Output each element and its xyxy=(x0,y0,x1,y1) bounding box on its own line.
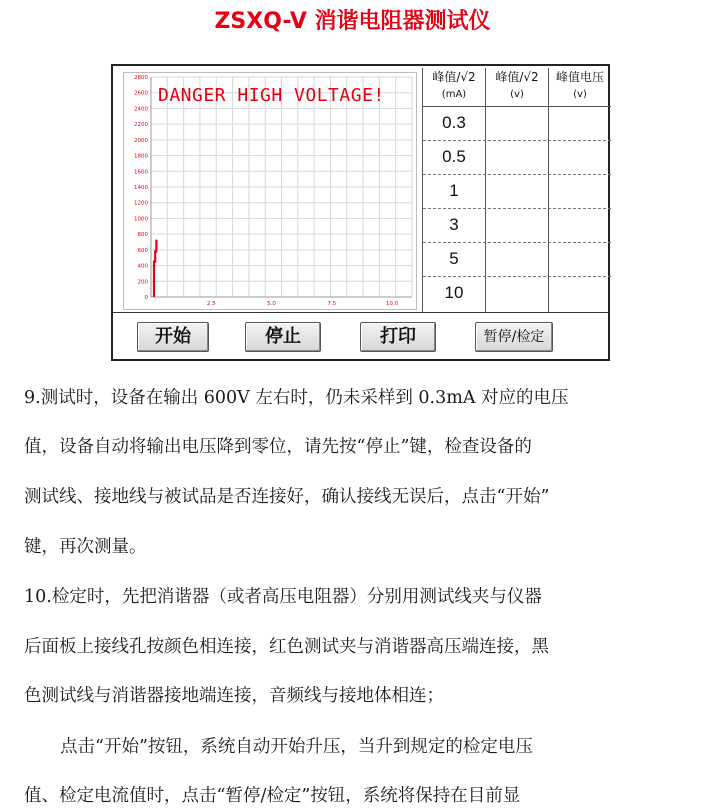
voltage-chart xyxy=(123,72,417,310)
x-tick-label: 5.0 xyxy=(267,301,276,307)
header-peak-voltage-unit: (v) xyxy=(573,89,587,100)
print-button[interactable]: 打印 xyxy=(360,322,436,352)
tester-screen xyxy=(111,64,610,361)
table-row-current: 5 xyxy=(449,249,459,268)
y-tick-label: 2200 xyxy=(134,122,148,129)
y-tick-label: 2600 xyxy=(134,90,148,97)
header-peak-voltage xyxy=(549,70,611,102)
y-tick-label: 200 xyxy=(137,279,148,286)
y-tick-label: 2400 xyxy=(134,106,148,113)
paragraph-line: 测试线、接地线与被试品是否连接好，确认接线无误后，点击“开始” xyxy=(24,487,550,507)
chart-svg xyxy=(124,73,416,309)
x-tick-label: 10.0 xyxy=(385,301,399,307)
row-divider xyxy=(423,242,611,243)
table-row-current: 0.5 xyxy=(442,147,466,166)
row-divider xyxy=(423,208,611,209)
paragraph-line: 点击“开始”按钮，系统自动开始升压，当升到规定的检定电压 xyxy=(60,737,533,757)
table-row-current: 1 xyxy=(449,181,459,200)
y-tick-label: 2800 xyxy=(134,75,148,81)
table-row-current: 0.3 xyxy=(442,113,466,132)
row-divider xyxy=(423,140,611,141)
y-tick-label: 1000 xyxy=(134,216,148,223)
table-row-current: 10 xyxy=(444,283,464,302)
voltage-trace xyxy=(154,240,156,297)
y-tick-label: 400 xyxy=(137,263,148,270)
paragraph-line: 键，再次测量。 xyxy=(24,537,147,557)
y-tick-label: 0 xyxy=(144,295,148,301)
x-tick-label: 7.5 xyxy=(327,301,337,307)
row-divider xyxy=(423,276,611,277)
header-current-label: 峰值/√2 xyxy=(432,70,476,84)
paragraph-line: 值、检定电流值时，点击“暂停/检定”按钮，系统将保持在目前显 xyxy=(24,786,521,806)
paragraph-line: 值，设备自动将输出电压降到零位，请先按“停止”键，检查设备的 xyxy=(24,437,532,457)
page-title: ZSXQ-V 消谐电阻器测试仪 xyxy=(214,9,491,34)
paragraph-line: 色测试线与消谐器接地端连接，音频线与接地体相连； xyxy=(24,686,444,706)
paragraph-line: 后面板上接线孔按颜色相连接，红色测试夹与消谐器高压端连接，黑 xyxy=(24,637,549,657)
stop-button[interactable]: 停止 xyxy=(245,322,321,352)
table-row-current: 3 xyxy=(449,215,459,234)
header-peak-voltage-label: 峰值电压 xyxy=(555,70,604,84)
header-voltage-rms-unit: (v) xyxy=(510,89,524,100)
button-bar xyxy=(113,312,608,360)
y-tick-label: 1400 xyxy=(134,185,148,191)
paragraph-line: 9.测试时，设备在输出 600V 左右时，仍未采样到 0.3mA 对应的电压 xyxy=(24,388,569,408)
y-tick-label: 800 xyxy=(137,232,148,239)
header-voltage-rms-label: 峰值/√2 xyxy=(495,70,539,84)
readings-table xyxy=(422,68,610,312)
table-header xyxy=(423,68,611,107)
row-divider xyxy=(423,174,611,175)
start-button[interactable]: 开始 xyxy=(137,322,209,352)
y-tick-label: 1600 xyxy=(134,169,148,176)
pause-verify-button[interactable]: 暂停/检定 xyxy=(475,322,553,352)
paragraph-line: 10.检定时，先把消谐器（或者高压电阻器）分别用测试线夹与仪器 xyxy=(24,587,542,607)
header-current xyxy=(423,70,485,102)
y-tick-label: 600 xyxy=(137,247,148,254)
y-tick-label: 1200 xyxy=(134,200,148,207)
x-tick-label: 2.5 xyxy=(206,301,216,307)
header-voltage-rms xyxy=(486,70,548,102)
danger-warning: DANGER HIGH VOLTAGE! xyxy=(158,85,385,106)
header-current-unit: (mA) xyxy=(441,89,467,100)
y-tick-label: 2000 xyxy=(134,137,148,144)
y-tick-label: 1800 xyxy=(134,153,148,160)
